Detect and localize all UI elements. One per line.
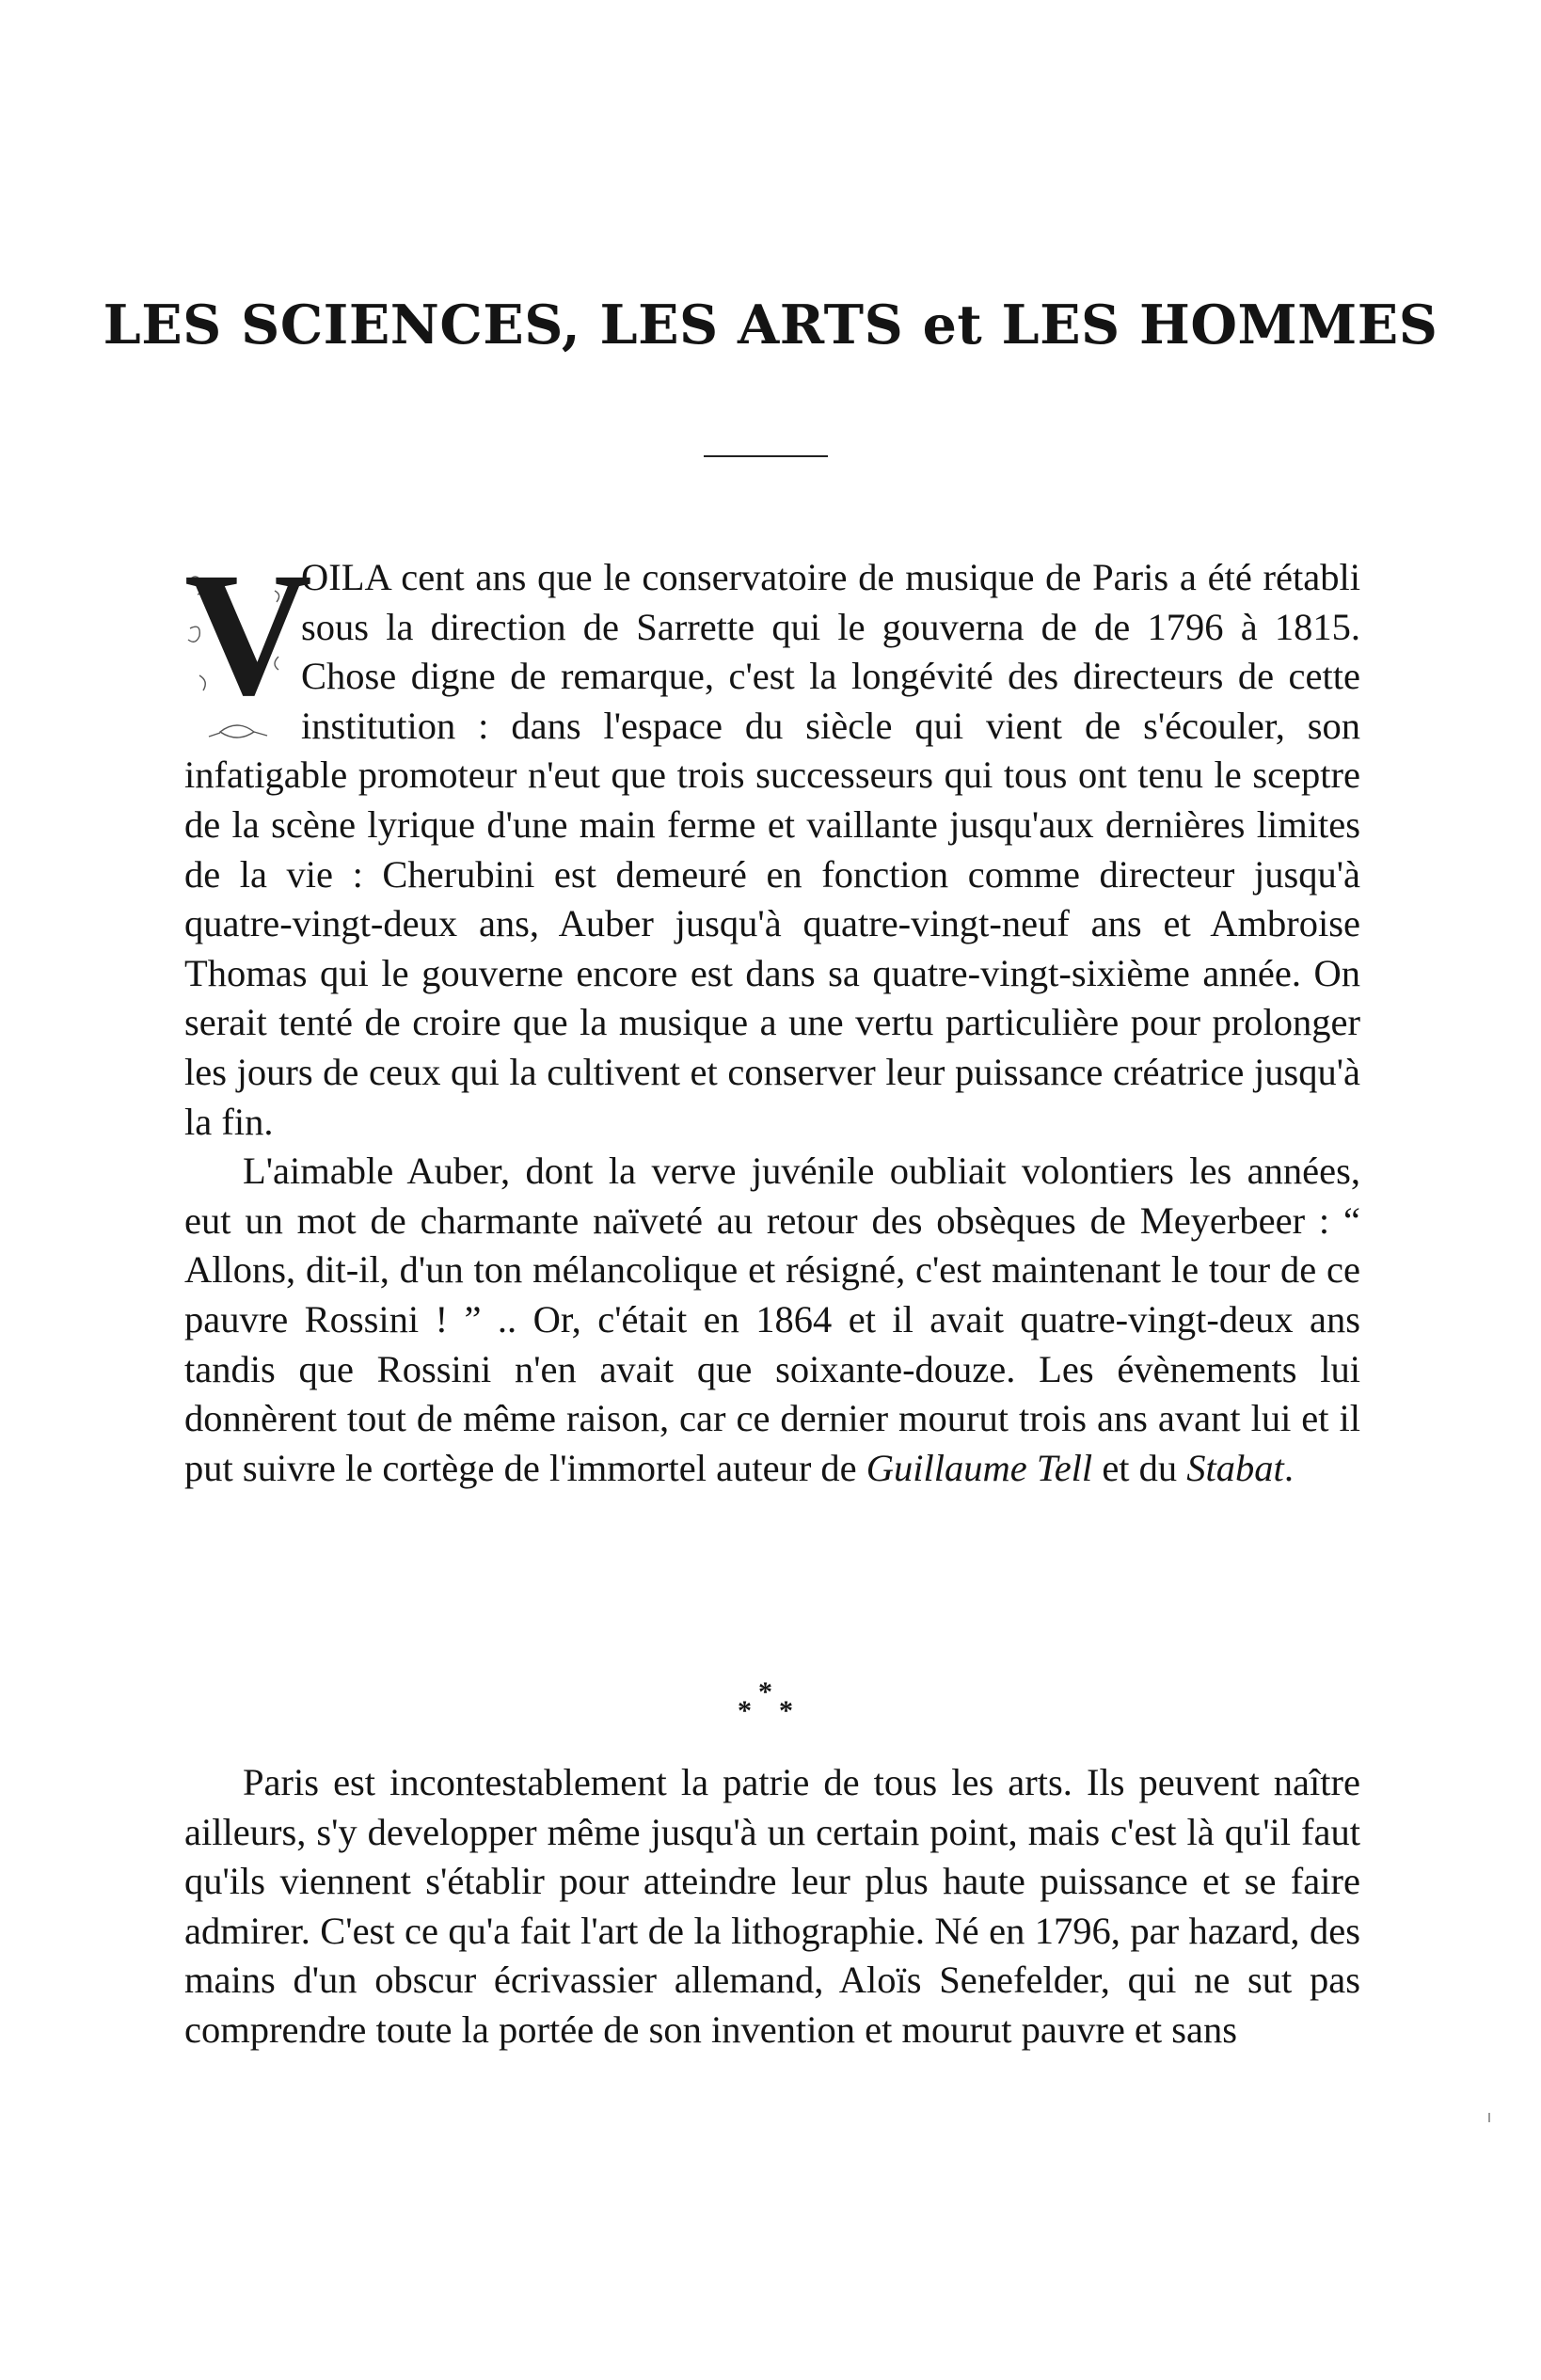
paragraph-2: [184, 1147, 1360, 1493]
page-title: LES SCIENCES, LES ARTS et LES HOMMES: [103, 294, 1438, 357]
asterism-star-right: *: [779, 1695, 793, 1726]
dropcap-letter: V: [184, 535, 312, 732]
title-divider: [704, 455, 828, 457]
italic-work-title-2: Stabat: [1186, 1446, 1284, 1489]
italic-work-title-1: Guillaume Tell: [866, 1446, 1093, 1489]
text-block-second: [184, 1758, 1360, 2055]
paragraph-1: [184, 535, 1360, 1147]
margin-mark: [1488, 2113, 1490, 2122]
asterism-star-left: *: [738, 1695, 752, 1726]
asterism-star-top: *: [758, 1676, 772, 1707]
paragraph-1-text: OILA cent ans que le conservatoire de musique de Paris a été rétabli sous la direction de Sarrette qui le gouverna de de 1796 à 1815. Chose digne de remarque, c'est la longévité des directeurs de cette institution : dans l'espace du siècle qui vient de s'écouler, son infatigable promoteur n'eut que trois successeurs qui tous ont tenu le sceptre de la scène lyrique d'une main ferme et vaillante jusqu'aux dernières limites de la vie : Cherubini est demeuré en fonction comme directeur jusqu'à quatre-vingt-deux ans, Auber jusqu'à quatre-vingt-neuf ans et Ambroise Thomas qui le gouverne encore est dans sa quatre-vingt-sixième année. On serait tenté de croire que la musique a une vertu particulière pour prolonger les jours de ceux qui la cultivent et conserver leur puissance créatrice jusqu'à la fin.: [184, 556, 1360, 1143]
paragraph-3: Paris est incontestablement la patrie de tous les arts. Ils peuvent naître ailleurs, s'y developper même jusqu'à un certain point, mais c'est là qu'il faut qu'ils viennent s'établir pour atteindre leur plus haute puissance et se faire admirer. C'est ce qu'a fait l'art de la lithographie. Né en 1796, par hazard, des mains d'un obscur écrivassier allemand, Aloïs Senefelder, qui ne sut pas comprendre toute la portée de son invention et mourut pauvre et sans: [184, 1761, 1360, 2051]
dropcap-ornament: [181, 535, 312, 746]
paragraph-2-text: L'aimable Auber, dont la verve juvénile oubliait volontiers les années, eut un mot de charmante naïveté au retour des obsèques de Meyerbeer : “ Allons, dit-il, d'un ton mélancolique et résigné, c'est maintenant le tour de ce pauvre Rossini ! ” .. Or, c'était en 1864 et il avait quatre-vingt-deux ans tandis que Rossini n'en avait que soixante-douze. Les évènements lui donnèrent tout de même raison, car ce dernier mourut trois ans avant lui et il put suivre le cortège de l'immortel auteur de: [184, 1150, 1360, 1489]
section-asterism: [715, 1676, 828, 1742]
text-block-main: [184, 535, 1360, 1493]
paragraph-2-end: .: [1283, 1446, 1294, 1489]
paragraph-2-connector: et du: [1102, 1446, 1178, 1489]
